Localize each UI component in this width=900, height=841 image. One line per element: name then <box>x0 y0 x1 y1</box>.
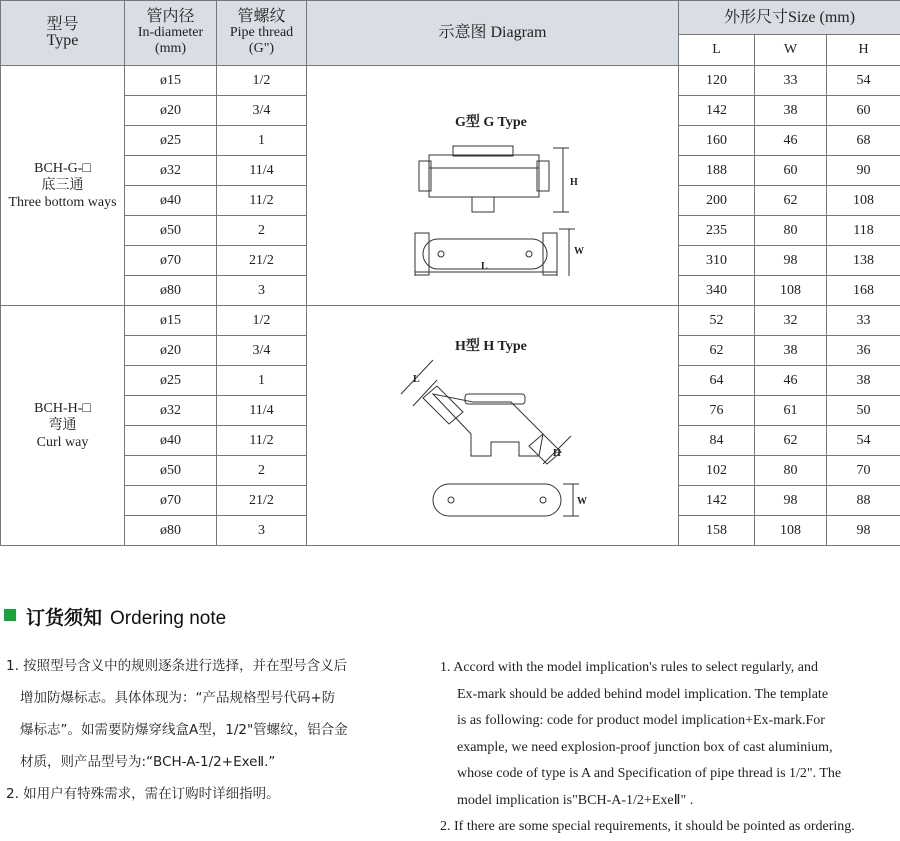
h-type-drawing <box>393 316 593 536</box>
header-diameter-unit: (mm) <box>125 41 216 57</box>
size-h-cell: 88 <box>827 486 900 516</box>
size-l-cell: 188 <box>679 156 755 186</box>
size-w-cell: 108 <box>755 276 827 306</box>
size-l-cell: 235 <box>679 216 755 246</box>
diameter-cell: ø15 <box>125 66 217 96</box>
en-line: Ex-mark should be added behind model implication. The template <box>440 682 900 709</box>
type-name-en: Three bottom ways <box>1 194 124 211</box>
thread-cell: 11/4 <box>217 156 307 186</box>
size-l-cell: 62 <box>679 336 755 366</box>
thread-cell: 3/4 <box>217 96 307 126</box>
diameter-cell: ø80 <box>125 276 217 306</box>
size-h-cell: 50 <box>827 396 900 426</box>
type-name-cn: 弯通 <box>1 417 124 434</box>
thread-cell: 21/2 <box>217 246 307 276</box>
size-h-cell: 54 <box>827 426 900 456</box>
dim-l-label: L <box>481 261 488 272</box>
size-w-cell: 46 <box>755 126 827 156</box>
diameter-cell: ø32 <box>125 396 217 426</box>
header-diameter <box>125 1 217 66</box>
header-w: W <box>755 35 827 66</box>
size-h-cell: 36 <box>827 336 900 366</box>
g-type-drawing <box>393 91 593 276</box>
cn-line: 增加防爆标志。具体体现为：“产品规格型号代码+防 <box>6 682 411 714</box>
en-line: example, we need explosion-proof junction box of cast aluminium, <box>440 735 900 762</box>
size-l-cell: 84 <box>679 426 755 456</box>
thread-cell: 3/4 <box>217 336 307 366</box>
en-line: whose code of type is A and Specification of pipe thread is 1/2". The <box>440 761 900 788</box>
diameter-cell: ø20 <box>125 96 217 126</box>
header-diameter-cn: 管内径 <box>125 9 216 25</box>
ordering-title-en: Ordering note <box>110 608 226 629</box>
diameter-cell: ø20 <box>125 336 217 366</box>
diagram-title: H型 H Type <box>455 337 527 354</box>
size-h-cell: 90 <box>827 156 900 186</box>
ordering-note-english <box>440 655 900 841</box>
size-l-cell: 160 <box>679 126 755 156</box>
size-l-cell: 158 <box>679 516 755 546</box>
size-l-cell: 200 <box>679 186 755 216</box>
thread-cell: 3 <box>217 516 307 546</box>
size-h-cell: 138 <box>827 246 900 276</box>
size-w-cell: 61 <box>755 396 827 426</box>
size-w-cell: 62 <box>755 186 827 216</box>
size-w-cell: 32 <box>755 306 827 336</box>
thread-cell: 21/2 <box>217 486 307 516</box>
size-l-cell: 102 <box>679 456 755 486</box>
ordering-note-chinese <box>6 650 411 810</box>
diagram-cell <box>307 306 679 546</box>
diameter-cell: ø25 <box>125 366 217 396</box>
size-l-cell: 310 <box>679 246 755 276</box>
size-h-cell: 98 <box>827 516 900 546</box>
size-h-cell: 68 <box>827 126 900 156</box>
diameter-cell: ø40 <box>125 186 217 216</box>
dim-w-label: W <box>577 496 587 507</box>
size-l-cell: 142 <box>679 96 755 126</box>
header-thread <box>217 1 307 66</box>
size-w-cell: 98 <box>755 486 827 516</box>
g-type-length-dim <box>393 260 593 280</box>
diameter-cell: ø70 <box>125 486 217 516</box>
header-thread-cn: 管螺纹 <box>217 9 306 25</box>
size-w-cell: 62 <box>755 426 827 456</box>
header-h: H <box>827 35 900 66</box>
header-l: L <box>679 35 755 66</box>
section-marker-icon <box>4 609 16 621</box>
size-w-cell: 46 <box>755 366 827 396</box>
size-w-cell: 33 <box>755 66 827 96</box>
size-h-cell: 33 <box>827 306 900 336</box>
dim-h-label: H <box>553 448 561 459</box>
type-cell <box>1 306 125 546</box>
ordering-title-cn: 订货须知 <box>26 608 102 629</box>
dim-h-label: H <box>570 177 578 188</box>
header-thread-unit: (G") <box>217 41 306 57</box>
diameter-cell: ø32 <box>125 156 217 186</box>
dim-w-label: W <box>574 246 584 257</box>
thread-cell: 1/2 <box>217 66 307 96</box>
size-w-cell: 60 <box>755 156 827 186</box>
size-w-cell: 98 <box>755 246 827 276</box>
thread-cell: 1 <box>217 126 307 156</box>
size-l-cell: 52 <box>679 306 755 336</box>
size-w-cell: 80 <box>755 456 827 486</box>
size-w-cell: 38 <box>755 336 827 366</box>
dim-l-label: L <box>413 374 420 385</box>
type-code: BCH-H-□ <box>1 400 124 417</box>
thread-cell: 2 <box>217 456 307 486</box>
diameter-cell: ø50 <box>125 216 217 246</box>
size-w-cell: 108 <box>755 516 827 546</box>
header-size: 外形尺寸Size (mm) <box>679 1 900 35</box>
type-cell <box>1 66 125 306</box>
diameter-cell: ø80 <box>125 516 217 546</box>
thread-cell: 11/2 <box>217 426 307 456</box>
cn-line: 2. 如用户有特殊需求，需在订购时详细指明。 <box>6 778 411 810</box>
header-type <box>1 1 125 66</box>
en-line: is as following: code for product model implication+Ex-mark.For <box>440 708 900 735</box>
thread-cell: 11/2 <box>217 186 307 216</box>
cn-line: 材质，则产品型号为:“BCH-A-1/2+ExeⅡ.” <box>6 746 411 778</box>
en-line: model implication is"BCH-A-1/2+ExeⅡ" . <box>440 788 900 815</box>
size-w-cell: 38 <box>755 96 827 126</box>
diameter-cell: ø50 <box>125 456 217 486</box>
size-h-cell: 168 <box>827 276 900 306</box>
diagram-cell <box>307 66 679 306</box>
diameter-cell: ø40 <box>125 426 217 456</box>
en-line: 2. If there are some special requirements, it should be pointed as ordering. <box>440 814 900 841</box>
en-line: 1. Accord with the model implication's rules to select regularly, and <box>440 655 900 682</box>
thread-cell: 2 <box>217 216 307 246</box>
header-type-cn: 型号 <box>1 17 124 33</box>
size-l-cell: 142 <box>679 486 755 516</box>
diagram-title: G型 G Type <box>455 113 527 130</box>
size-w-cell: 80 <box>755 216 827 246</box>
size-l-cell: 76 <box>679 396 755 426</box>
diameter-cell: ø15 <box>125 306 217 336</box>
type-name-en: Curl way <box>1 434 124 451</box>
header-diameter-en: In-diameter <box>125 25 216 41</box>
size-h-cell: 38 <box>827 366 900 396</box>
thread-cell: 1 <box>217 366 307 396</box>
header-thread-en: Pipe thread <box>217 25 306 41</box>
size-l-cell: 64 <box>679 366 755 396</box>
type-code: BCH-G-□ <box>1 160 124 177</box>
size-l-cell: 340 <box>679 276 755 306</box>
size-l-cell: 120 <box>679 66 755 96</box>
size-h-cell: 54 <box>827 66 900 96</box>
size-h-cell: 108 <box>827 186 900 216</box>
ordering-note-title <box>26 603 226 630</box>
size-h-cell: 118 <box>827 216 900 246</box>
size-h-cell: 60 <box>827 96 900 126</box>
table-row <box>1 66 900 96</box>
cn-line: 1. 按照型号含义中的规则逐条进行选择，并在型号含义后 <box>6 650 411 682</box>
type-name-cn: 底三通 <box>1 177 124 194</box>
diameter-cell: ø70 <box>125 246 217 276</box>
ordering-note-header <box>0 600 900 630</box>
header-diagram: 示意图 Diagram <box>307 1 679 66</box>
cn-line: 爆标志”。如需要防爆穿线盒A型，1/2"管螺纹，铝合金 <box>6 714 411 746</box>
header-type-en: Type <box>1 33 124 49</box>
table-row <box>1 306 900 336</box>
thread-cell: 11/4 <box>217 396 307 426</box>
thread-cell: 1/2 <box>217 306 307 336</box>
diameter-cell: ø25 <box>125 126 217 156</box>
thread-cell: 3 <box>217 276 307 306</box>
size-h-cell: 70 <box>827 456 900 486</box>
